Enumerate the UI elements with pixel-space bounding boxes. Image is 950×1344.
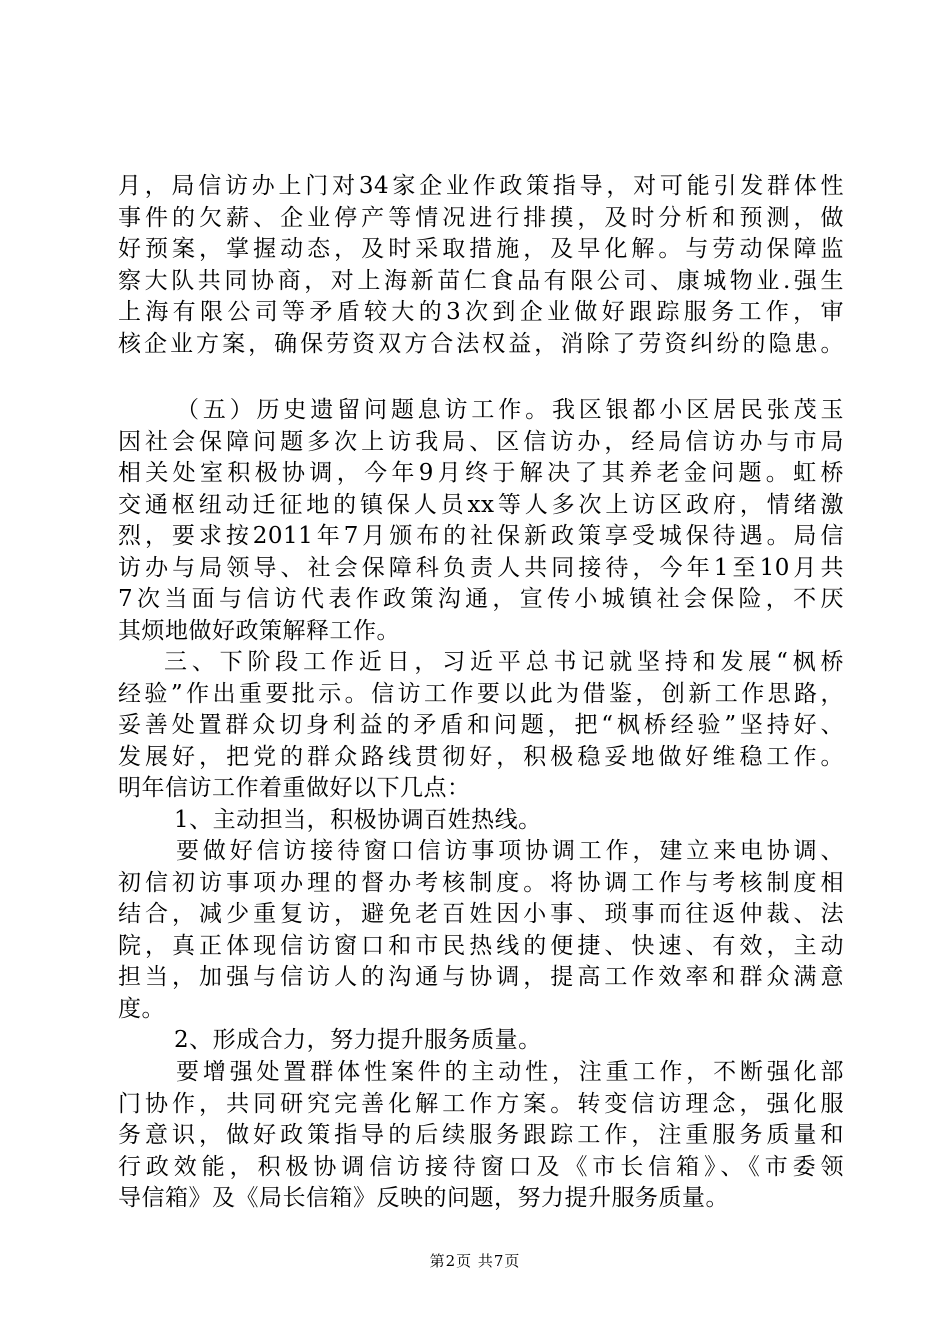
text-line: 初信初访事项办理的督办考核制度。将协调工作与考核制度相 (118, 869, 844, 896)
text-line: 导信箱》及《局长信箱》反映的问题，努力提升服务质量。 (118, 1185, 729, 1211)
text-line: 因社会保障问题多次上访我局、区信访办，经局信访办与市局 (118, 428, 844, 455)
text-line: 门协作，共同研究完善化解工作方案。转变信访理念，强化服 (118, 1090, 844, 1117)
section-heading-1 (118, 805, 844, 837)
paragraph-next-stage (118, 647, 844, 805)
text-line: 好预案，掌握动态，及时采取措施，及早化解。与劳动保障监 (118, 236, 844, 262)
text-line: 事件的欠薪、企业停产等情况进行排摸，及时分析和预测，做 (118, 204, 844, 231)
paragraph-hotline-coordination (118, 836, 844, 1025)
text-line: 核企业方案，确保劳资双方合法权益，消除了劳资纠纷的隐患。 (118, 330, 844, 357)
text-line: 其烦地做好政策解释工作。 (118, 617, 400, 644)
text-line: 院，真正体现信访窗口和市民热线的便捷、快速、有效，主动 (118, 932, 844, 959)
text-line: 行政效能，积极协调信访接待窗口及《市长信箱》、《市委领 (118, 1153, 844, 1180)
text-line: 务意识，做好政策指导的后续服务跟踪工作，注重服务质量和 (118, 1122, 844, 1148)
paragraph-historical-issues (118, 395, 844, 647)
text-line: 度。 (118, 995, 165, 1022)
text-line: 要做好信访接待窗口信访事项协调工作，建立来电协调、 (176, 838, 844, 864)
heading-text: 2、形成合力，努力提升服务质量。 (174, 1027, 542, 1053)
heading-text: 1、主动担当，积极协调百姓热线。 (174, 807, 542, 833)
text-line: 三、下阶段工作近日，习近平总书记就坚持和发展“枫桥 (164, 649, 844, 675)
text-line: 发展好，把党的群众路线贯彻好，积极稳妥地做好维稳工作。 (118, 743, 844, 770)
section-heading-2 (118, 1025, 844, 1057)
page-number: 第2页 共7页 (429, 1252, 521, 1270)
paragraph-employer-guidance (118, 171, 844, 360)
text-line: 相关处室积极协调，今年9月终于解决了其养老金问题。虹桥 (118, 460, 844, 486)
text-line: 妥善处置群众切身利益的矛盾和问题，把“枫桥经验”坚持好、 (118, 712, 844, 738)
text-line: 明年信访工作着重做好以下几点： (118, 775, 471, 801)
text-line: （五）历史遗留问题息访工作。我区银都小区居民张茂玉 (176, 397, 844, 423)
text-line: 交通枢纽动迁征地的镇保人员xx等人多次上访区政府，情绪激 (118, 491, 844, 518)
text-line: 结合，减少重复访，避免老百姓因小事、琐事而往返仲裁、法 (118, 901, 844, 927)
text-line: 经验”作出重要批示。信访工作要以此为借鉴，创新工作思路， (118, 680, 844, 707)
page-footer (0, 1250, 950, 1271)
text-line: 7次当面与信访代表作政策沟通，宣传小城镇社会保险，不厌 (118, 586, 844, 612)
text-line: 月，局信访办上门对34家企业作政策指导，对可能引发群体性 (118, 173, 844, 199)
text-line: 担当，加强与信访人的沟通与协调，提高工作效率和群众满意 (118, 964, 844, 990)
paragraph-service-quality (118, 1057, 844, 1215)
text-line: 要增强处置群体性案件的主动性，注重工作，不断强化部 (176, 1059, 844, 1085)
text-line: 烈，要求按2011年7月颁布的社保新政策享受城保待遇。局信 (118, 523, 844, 549)
text-line: 察大队共同协商，对上海新苗仁食品有限公司、康城物业.强生 (118, 267, 844, 294)
text-line: 上海有限公司等矛盾较大的3次到企业做好跟踪服务工作，审 (118, 299, 844, 325)
text-line: 访办与局领导、社会保障科负责人共同接待，今年1至10月共 (118, 554, 844, 581)
